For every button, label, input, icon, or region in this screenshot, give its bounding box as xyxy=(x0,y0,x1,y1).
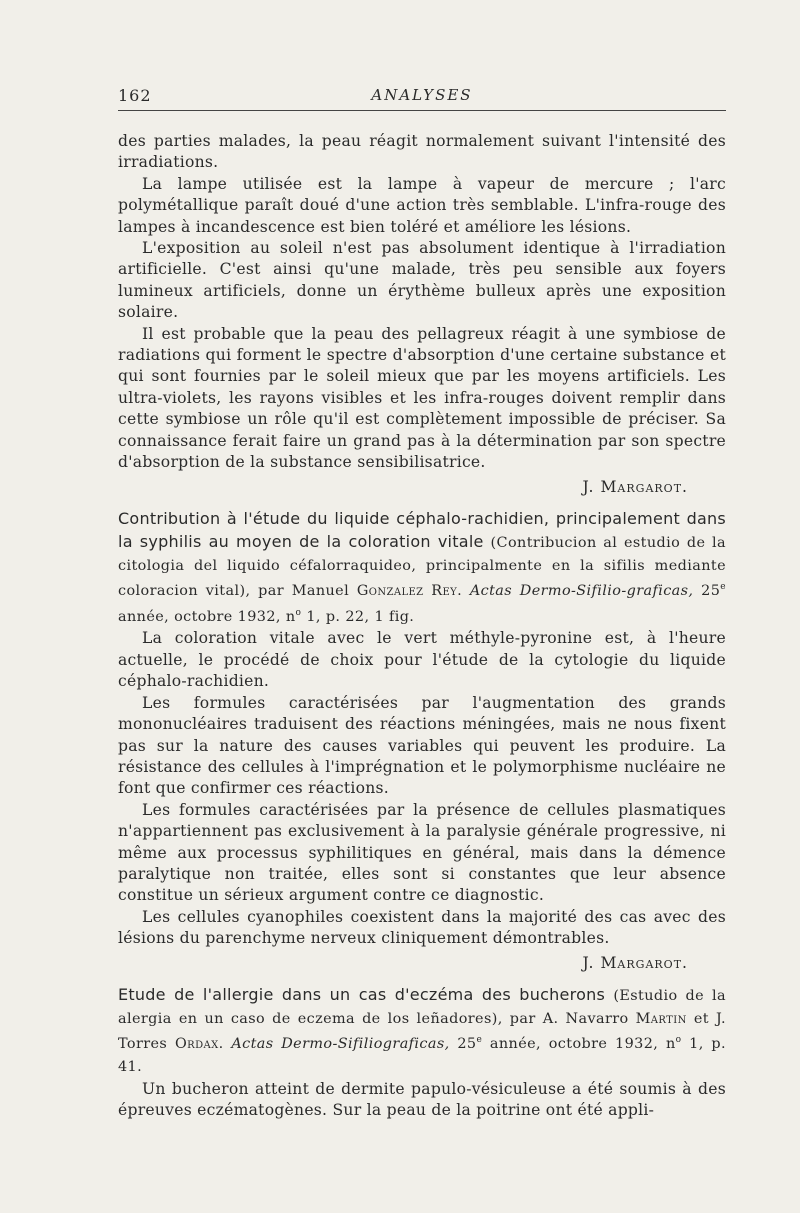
page-body xyxy=(118,131,726,1122)
article-heading xyxy=(118,984,726,1079)
reference-date: année, octobre 1932, n xyxy=(118,608,296,625)
volume-suffix: e xyxy=(720,582,726,593)
article-heading xyxy=(118,508,726,629)
number-label: n xyxy=(665,1036,676,1053)
number-suffix: o xyxy=(675,1035,682,1046)
paragraph: Il est probable que la peau des pellagreux réagit à une symbiose de radiations qui forment le spectre d'absorption d'une certaine substance et qui sont fournies par le soleil mieux que par les moyens artificiels. Les ultra-violets, les rayons visibles et les infra-rouges doivent remplir dans cette symbiose un rôle qu'il est complètement impossible de préciser. Sa connaissance ferait faire un grand pas à la détermination par son spectre d'absorption de la substance sensibilisatrice. xyxy=(118,324,726,472)
reference-text: (Estudio de la alergia en un caso de eczema de los leñadores), par A. Navarro xyxy=(118,987,726,1027)
journal-name: Actas Dermo-Sifilio-graficas, xyxy=(469,583,694,600)
paragraph: L'exposition au soleil n'est pas absolument identique à l'irradiation artificielle. C'est ainsi qu'une malade, très peu sensible aux foyers lumineux artificiels, donne un érythème bulleux après une exposition solaire. xyxy=(118,239,726,322)
paragraph: La coloration vitale avec le vert méthyle-pyronine est, à l'heure actuelle, le procédé de choix pour l'étude de la cytologie du liquide céphalo-rachidien. xyxy=(118,629,726,691)
article-title: Contribution à l'étude du liquide céphalo-rachidien, principalement dans la syphilis au moyen de la coloration vitale xyxy=(118,508,726,551)
reference-pages: 1, p. 41. xyxy=(118,1036,726,1076)
number-suffix: o xyxy=(295,607,302,618)
volume: 25 xyxy=(457,1036,477,1053)
paragraph: Les formules caractérisées par l'augmentation des grands mononucléaires traduisent des réactions méningées, mais ne nous fixent pas sur la nature des causes variables qui peuvent les produire. La résistance des cellules à l'imprégnation et le polymorphisme nucléaire ne font que confirmer ces réactions. xyxy=(118,693,726,798)
volume-suffix: e xyxy=(476,1035,483,1046)
page-number: 162 xyxy=(118,86,152,105)
paragraph: Les cellules cyanophiles coexistent dans la majorité des cas avec des lésions du parenchyme nerveux cliniquement démontrables. xyxy=(118,907,726,948)
journal-name: Actas Dermo-Sifiliograficas, xyxy=(231,1036,450,1053)
paragraph: Les formules caractérisées par la présence de cellules plasmatiques n'appartiennent pas exclusivement à la paralysie générale progressive, ni même aux processus syphilitiques en général, mais dans la démence paralytique non traitée, elles sont si constantes que leur absence constitue un sérieux argument contre ce diagnostic. xyxy=(118,800,726,905)
reference-date: année, octobre 1932, xyxy=(489,1036,659,1053)
author-name: Ordax. xyxy=(174,1036,224,1053)
signature: J. Margarot. xyxy=(582,953,688,972)
reference-text: et J. Torres xyxy=(118,1010,726,1053)
signature: J. Margarot. xyxy=(582,477,688,496)
paragraph: Un bucheron atteint de dermite papulo-vésiculeuse a été soumis à des épreuves eczématogènes. Sur la peau de la poitrine ont été appli- xyxy=(118,1079,726,1120)
paragraph: La lampe utilisée est la lampe à vapeur de mercure ; l'arc polymétallique paraît doué d'une action très semblable. L'infra-rouge des lampes à incandescence est bien toléré et améliore les lésions. xyxy=(118,174,726,236)
article-title: Etude de l'allergie dans un cas d'eczéma des bucherons xyxy=(118,984,606,1004)
author-name: Martin xyxy=(635,1010,687,1027)
volume: 25 xyxy=(701,583,721,600)
page-header xyxy=(118,86,726,111)
reference-pages: 1, p. 22, 1 fig. xyxy=(306,608,415,625)
reference-text: (Contribucion al estudio de la citologia del liquido céfalorraquideo, principalmente en la sifilis mediante coloracion vital), par Manuel xyxy=(118,534,727,600)
author-name: Gonzalez Rey. xyxy=(356,583,463,600)
running-head: ANALYSES xyxy=(371,86,473,104)
paragraph: des parties malades, la peau réagit normalement suivant l'intensité des irradiations. xyxy=(118,132,726,172)
